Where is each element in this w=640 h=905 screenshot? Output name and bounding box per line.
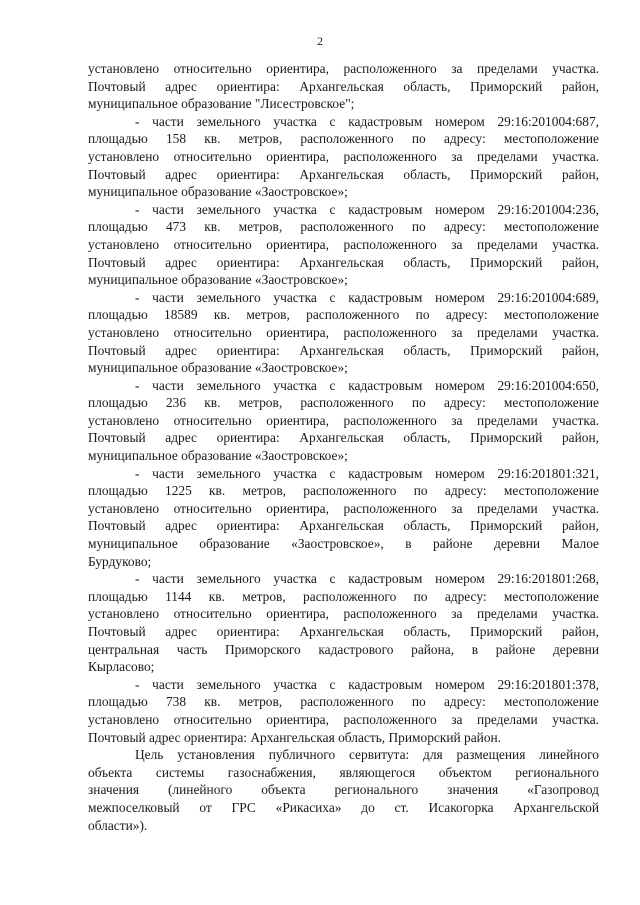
text-line: центральная часть Приморского кадастрового района, в районе деревни: [88, 641, 599, 657]
text-line: Почтовый адрес ориентира: Архангельская область, Приморский район,: [88, 78, 599, 94]
text-line: Бурдуково;: [88, 553, 152, 569]
text-line: области»).: [88, 817, 148, 833]
text-line: площадью 236 кв. метров, расположенного по адресу: местоположение: [88, 395, 599, 411]
document-body: [88, 60, 599, 834]
text-line: Почтовый адрес ориентира: Архангельская область, Приморский район.: [88, 729, 502, 745]
text-line: - части земельного участка с кадастровым номером 29:16:201004:687,: [135, 113, 599, 129]
text-line: Почтовый адрес ориентира: Архангельская область, Приморский район,: [88, 624, 599, 639]
text-line: площадью 18589 кв. метров, расположенного по адресу: местоположение: [88, 307, 599, 323]
text-line: муниципальное образование «Заостровское»;: [88, 448, 348, 464]
text-line: площадью 158 кв. метров, расположенного по адресу: местоположение: [88, 131, 599, 147]
text-line: Кырласово;: [88, 659, 155, 675]
text-line: Почтовый адрес ориентира: Архангельская область, Приморский район,: [88, 254, 599, 270]
text-line: площадью 473 кв. метров, расположенного по адресу: местоположение: [88, 219, 599, 235]
text-line: муниципальное образование «Заостровское»;: [88, 360, 348, 376]
text-line: муниципальное образование "Лисестровское";: [88, 96, 355, 112]
text-line: Почтовый адрес ориентира: Архангельская область, Приморский район,: [88, 342, 599, 358]
text-line: объекта системы газоснабжения, являющегося объектом регионального: [88, 764, 599, 780]
text-line: - части земельного участка с кадастровым номером 29:16:201004:650,: [135, 377, 599, 393]
text-line: Цель установления публичного сервитута: для размещения линейного: [135, 747, 599, 763]
text-line: - части земельного участка с кадастровым номером 29:16:201801:321,: [135, 465, 599, 481]
text-line: площадью 1225 кв. метров, расположенного по адресу: местоположение: [88, 483, 599, 499]
text-line: Почтовый адрес ориентира: Архангельская область, Приморский район,: [88, 166, 599, 182]
text-line: Почтовый адрес ориентира: Архангельская область, Приморский район,: [88, 430, 599, 446]
text-line: муниципальное образование «Заостровское»;: [88, 184, 348, 200]
text-line: - части земельного участка с кадастровым номером 29:16:201801:268,: [135, 571, 599, 587]
text-line: установлено относительно ориентира, расположенного за пределами участка.: [88, 61, 599, 76]
text-line: площадью 1144 кв. метров, расположенного по адресу: местоположение: [88, 588, 599, 604]
text-line: установлено относительно ориентира, расположенного за пределами участка.: [88, 236, 599, 252]
text-line: - части земельного участка с кадастровым номером 29:16:201004:236,: [135, 201, 599, 217]
page-number: 2: [317, 34, 323, 48]
text-line: - части земельного участка с кадастровым номером 29:16:201801:378,: [135, 676, 599, 692]
text-line: установлено относительно ориентира, расположенного за пределами участка.: [88, 500, 599, 516]
text-line: значения (линейного объекта регионального значения «Газопровод: [88, 782, 599, 798]
text-line: межпоселковый от ГРС «Рикасиха» до ст. Исакогорка Архангельской: [88, 799, 599, 815]
text-line: муниципальное образование «Заостровское», в районе деревни Малое: [88, 536, 599, 552]
text-line: установлено относительно ориентира, расположенного за пределами участка.: [88, 711, 599, 727]
text-line: установлено относительно ориентира, расположенного за пределами участка.: [88, 606, 599, 622]
text-line: муниципальное образование «Заостровское»;: [88, 272, 348, 288]
text-line: Почтовый адрес ориентира: Архангельская область, Приморский район,: [88, 518, 599, 534]
text-line: установлено относительно ориентира, расположенного за пределами участка.: [88, 148, 599, 164]
text-line: установлено относительно ориентира, расположенного за пределами участка.: [88, 324, 599, 340]
text-line: установлено относительно ориентира, расположенного за пределами участка.: [88, 412, 599, 428]
text-line: площадью 738 кв. метров, расположенного по адресу: местоположение: [88, 694, 599, 710]
text-line: - части земельного участка с кадастровым номером 29:16:201004:689,: [135, 289, 599, 305]
